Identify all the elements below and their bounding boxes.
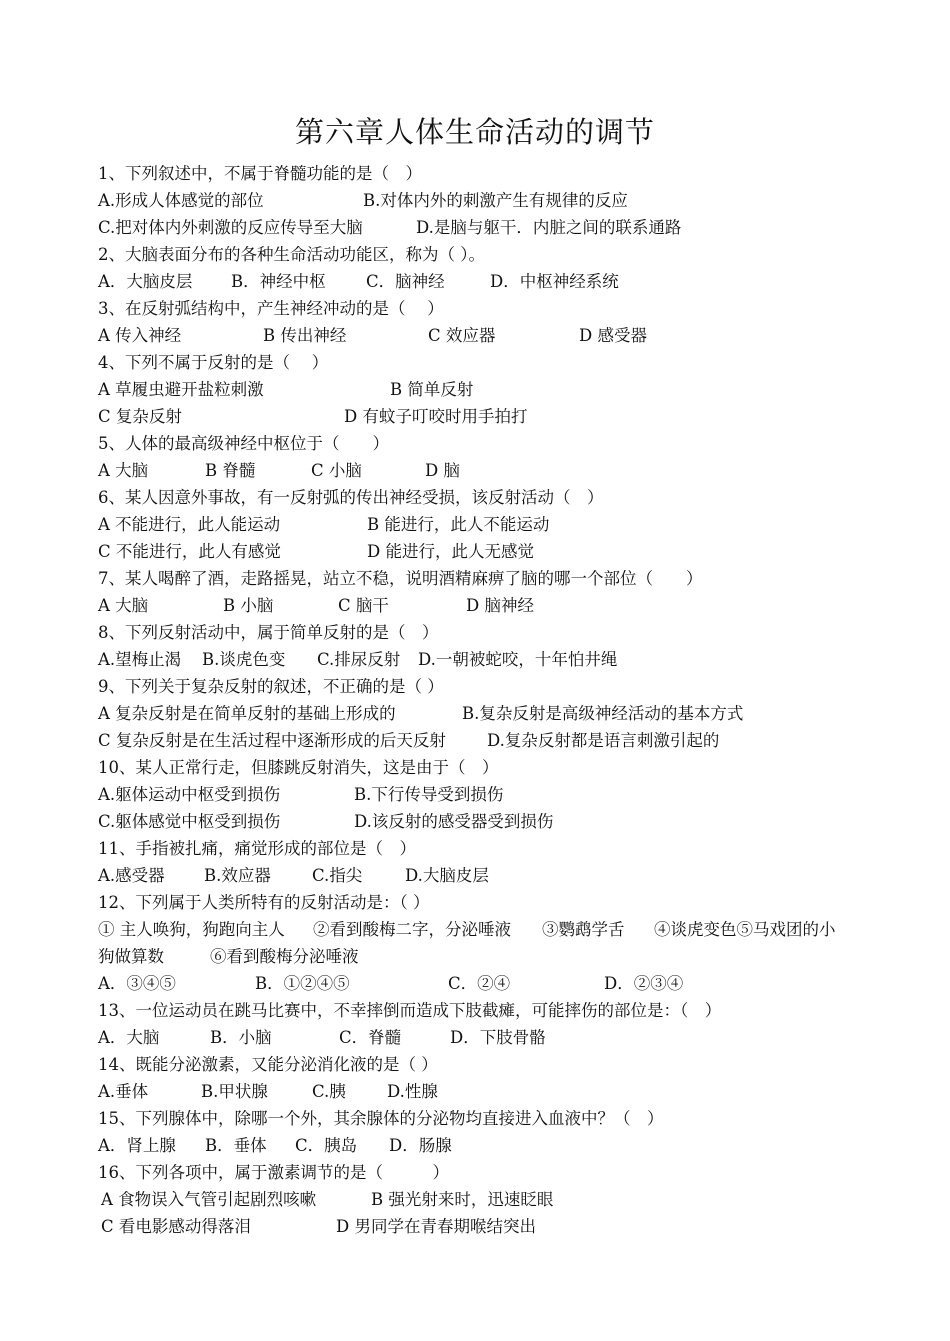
question-text: 1、下列叙述中，不属于脊髓功能的是（ ） [98,164,422,183]
question-text: 8、下列反射活动中，属于简单反射的是（ ） [98,623,439,642]
answer-option: B.下行传导受到损伤 [354,785,504,804]
answer-option: B 强光射来时，迅速眨眼 [371,1190,554,1209]
answer-option: A．大脑皮层 [98,272,193,291]
question-text: 9、下列关于复杂反射的叙述，不正确的是（ ） [98,677,444,696]
question-text: 11、手指被扎痛，痛觉形成的部位是（ ） [98,839,416,858]
answer-option: 狗做算数 [98,947,164,966]
answer-option: C 小脑 [311,461,362,480]
answer-option: C．脊髓 [339,1028,402,1047]
answer-option: A．肾上腺 [98,1136,176,1155]
answer-option: D.性腺 [387,1082,438,1101]
answer-option: A.感受器 [98,866,165,885]
question-text: 15、下列腺体中，除哪一个外，其余腺体的分泌物均直接进入血液中？（ ） [98,1109,664,1128]
answer-option: B 小脑 [223,596,274,615]
answer-option: A．大脑 [98,1028,160,1047]
answer-option: C.指尖 [312,866,363,885]
answer-option: B.谈虎色变 [202,650,286,669]
answer-option: B．小脑 [210,1028,272,1047]
answer-option: A.形成人体感觉的部位 [98,191,264,210]
answer-option: C 看电影感动得落泪 [101,1217,251,1236]
answer-option: D．下肢骨骼 [450,1028,546,1047]
answer-option: A 草履虫避开盐粒刺激 [98,380,264,399]
answer-option: B.对体内外的刺激产生有规律的反应 [363,191,628,210]
question-text: 16、下列各项中，属于激素调节的是（ ） [98,1163,449,1182]
answer-option: ③鹦鹉学舌 [542,920,625,939]
answer-option: A 不能进行，此人能运动 [98,515,281,534]
answer-option: B．①②④⑤ [255,974,350,993]
answer-option: B 传出神经 [263,326,347,345]
answer-option: C 脑干 [338,596,389,615]
answer-option: D 能进行，此人无感觉 [367,542,534,561]
page-title: 第六章人体生命活动的调节 [294,115,655,149]
answer-option: C.躯体感觉中枢受到损伤 [98,812,281,831]
answer-option: A.躯体运动中枢受到损伤 [98,785,281,804]
answer-option: D 脑 [425,461,460,480]
answer-option: C.排尿反射 [317,650,401,669]
answer-option: B.效应器 [204,866,271,885]
answer-option: B.复杂反射是高级神经活动的基本方式 [462,704,744,723]
answer-option: C 复杂反射 [98,407,182,426]
answer-option: A.垂体 [98,1082,149,1101]
answer-option: ① 主人唤狗，狗跑向主人 [98,920,285,939]
answer-option: D．中枢神经系统 [490,272,619,291]
answer-option: A．③④⑤ [98,974,176,993]
answer-option: C 不能进行，此人有感觉 [98,542,281,561]
answer-option: B 脊髓 [205,461,256,480]
answer-option: D 感受器 [579,326,647,345]
answer-option: C 效应器 [428,326,496,345]
question-text: 12、下列属于人类所特有的反射活动是：（ ） [98,893,430,912]
answer-option: C.把对体内外刺激的反应传导至大脑 [98,218,363,237]
question-text: 6、某人因意外事故，有一反射弧的传出神经受损，该反射活动（ ） [98,488,604,507]
answer-option: C．胰岛 [295,1136,358,1155]
question-text: 14、既能分泌激素，又能分泌消化液的是（ ） [98,1055,438,1074]
answer-option: B．神经中枢 [231,272,326,291]
answer-option: D．肠腺 [389,1136,452,1155]
answer-option: D 有蚊子叮咬时用手拍打 [344,407,528,426]
answer-option: B 能进行，此人不能运动 [367,515,550,534]
answer-option: A.望梅止渴 [98,650,182,669]
answer-option: C.胰 [312,1082,346,1101]
answer-option: C．②④ [448,974,511,993]
answer-option: B.甲状腺 [201,1082,268,1101]
question-text: 2、大脑表面分布的各种生命活动功能区，称为（ ）。 [98,245,485,264]
answer-option: A 复杂反射是在简单反射的基础上形成的 [98,704,396,723]
answer-option: ④谈虎变色⑤马戏团的小 [654,920,836,939]
answer-option: A 大脑 [98,461,149,480]
answer-option: ⑥看到酸梅分泌唾液 [210,947,359,966]
answer-option: B．垂体 [205,1136,267,1155]
answer-option: D.一朝被蛇咬，十年怕井绳 [418,650,618,669]
question-text: 7、某人喝醉了酒，走路摇晃，站立不稳，说明酒精麻痹了脑的哪一个部位（ ） [98,569,703,588]
answer-option: D．②③④ [604,974,684,993]
answer-option: D.复杂反射都是语言刺激引起的 [487,731,720,750]
answer-option: D 脑神经 [466,596,534,615]
answer-option: D 男同学在青春期喉结突出 [336,1217,536,1236]
answer-option: D.该反射的感受器受到损伤 [354,812,554,831]
question-text: 4、下列不属于反射的是（ ） [98,353,329,372]
question-text: 13、一位运动员在跳马比赛中，不幸摔倒而造成下肢截瘫，可能摔伤的部位是：（ ） [98,1001,722,1020]
question-text: 5、人体的最高级神经中枢位于（ ） [98,434,389,453]
answer-option: C 复杂反射是在生活过程中逐渐形成的后天反射 [98,731,446,750]
answer-option: A 传入神经 [98,326,182,345]
question-text: 10、某人正常行走，但膝跳反射消失，这是由于（ ） [98,758,499,777]
answer-option: C．脑神经 [366,272,445,291]
answer-option: D.大脑皮层 [405,866,489,885]
question-text: 3、在反射弧结构中，产生神经冲动的是（ ） [98,299,444,318]
answer-option: B 简单反射 [390,380,474,399]
answer-option: D.是脑与躯干．内脏之间的联系通路 [416,218,682,237]
answer-option: ②看到酸梅二字，分泌唾液 [313,920,511,939]
answer-option: A 大脑 [98,596,149,615]
answer-option: A 食物误入气管引起剧烈咳嗽 [101,1190,317,1209]
